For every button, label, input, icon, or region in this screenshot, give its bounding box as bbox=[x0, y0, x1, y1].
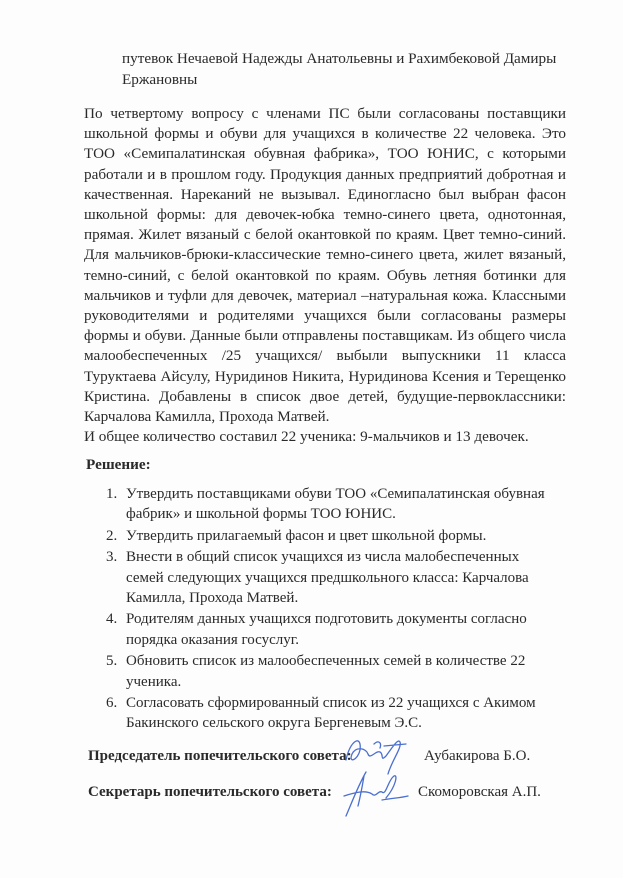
secretary-signature-icon bbox=[342, 768, 412, 820]
item-number: 6. bbox=[106, 695, 118, 712]
item-number: 4. bbox=[106, 611, 118, 628]
item-number: 2. bbox=[106, 527, 118, 544]
decision-item bbox=[106, 693, 546, 734]
decision-list bbox=[106, 484, 546, 735]
secretary-name: Скоморовская А.П. bbox=[418, 784, 541, 800]
decision-item bbox=[106, 609, 546, 650]
intro-text bbox=[122, 48, 582, 90]
decision-item bbox=[106, 526, 546, 546]
decision-heading: Решение: bbox=[86, 456, 151, 473]
decision-item bbox=[106, 651, 546, 692]
decision-item bbox=[106, 484, 546, 525]
intro-line-2: Ержановны bbox=[122, 71, 198, 88]
chairman-role: Председатель попечительского совета: bbox=[88, 748, 352, 764]
item-text: Родителям данных учащихся подготовить документы согласно порядка оказания госуслуг. bbox=[126, 611, 527, 648]
chairman-name: Аубакирова Б.О. bbox=[424, 748, 531, 764]
item-text: Утвердить поставщиками обуви ТОО «Семипалатинская обувная фабрик» и школьной формы ТОО ЮНИС. bbox=[126, 486, 545, 523]
item-text: Внести в общий список учащихся из числа малобеспеченных семей следующих учащихся предшкольного класса: Карчалова Камилла, Прохода Матвей. bbox=[126, 549, 529, 607]
item-number: 1. bbox=[106, 486, 118, 502]
item-text: Обновить список из малообеспеченных семей в количестве 22 ученика. bbox=[126, 653, 526, 690]
paragraph-last-line: И общее количество составил 22 ученика: 9-мальчиков и 13 девочек. bbox=[84, 428, 529, 446]
intro-line-1: путевок Нечаевой Надежды Анатольевны и Рахимбековой Дамиры bbox=[122, 50, 557, 67]
paragraph-text: По четвертому вопросу с членами ПС были согласованы поставщики школьной формы и обуви для учащихся в количестве 22 человека. Это ТОО «Семипалатинская обувная фабрика», ТОО ЮНИС, с которыми работали и в прошлом году. Продукция данных предприятий добротная и качественная. Нареканий не вызывал. Единогласно был выбран фасон школьной формы: для девочек-юбка темно-синего цвета, однотонная, прямая. Жилет вязаный с белой окантовкой по краям. Цвет темно-синий. Для мальчиков-брюки-классические темно-синего цвета, жилет вязаный, темно-синий, с белой окантовкой по краям. Обувь летняя ботинки для мальчиков и туфли для девочек, материал –натуральная кожа. Классными руководителями и родителями учащихся были согласованы размеры формы и обуви. Данные были отправлены поставщикам. Из общего числа малообеспеченных /25 учащихся/ выбыли выпускники 11 класса Туруктаева Айсулу, Нуридинов Никита, Нуридинова Ксения и Терещенко Кристина. Добавлены в список двое детей, будущие-первоклассники: Карчалова Камилла, Прохода Матвей. bbox=[84, 105, 566, 426]
item-number: 3. bbox=[106, 549, 118, 566]
decision-item bbox=[106, 547, 546, 608]
item-text: Согласовать сформированный список из 22 учащихся с Акимом Бакинского сельского округа Бергеневым Э.С. bbox=[126, 695, 536, 732]
body-paragraph bbox=[84, 104, 566, 447]
secretary-signature-line bbox=[88, 784, 541, 801]
item-number: 5. bbox=[106, 653, 118, 670]
chairman-signature-line bbox=[88, 748, 531, 765]
item-text: Утвердить прилагаемый фасон и цвет школьной формы. bbox=[126, 527, 487, 544]
secretary-role: Секретарь попечительского совета: bbox=[88, 784, 332, 800]
